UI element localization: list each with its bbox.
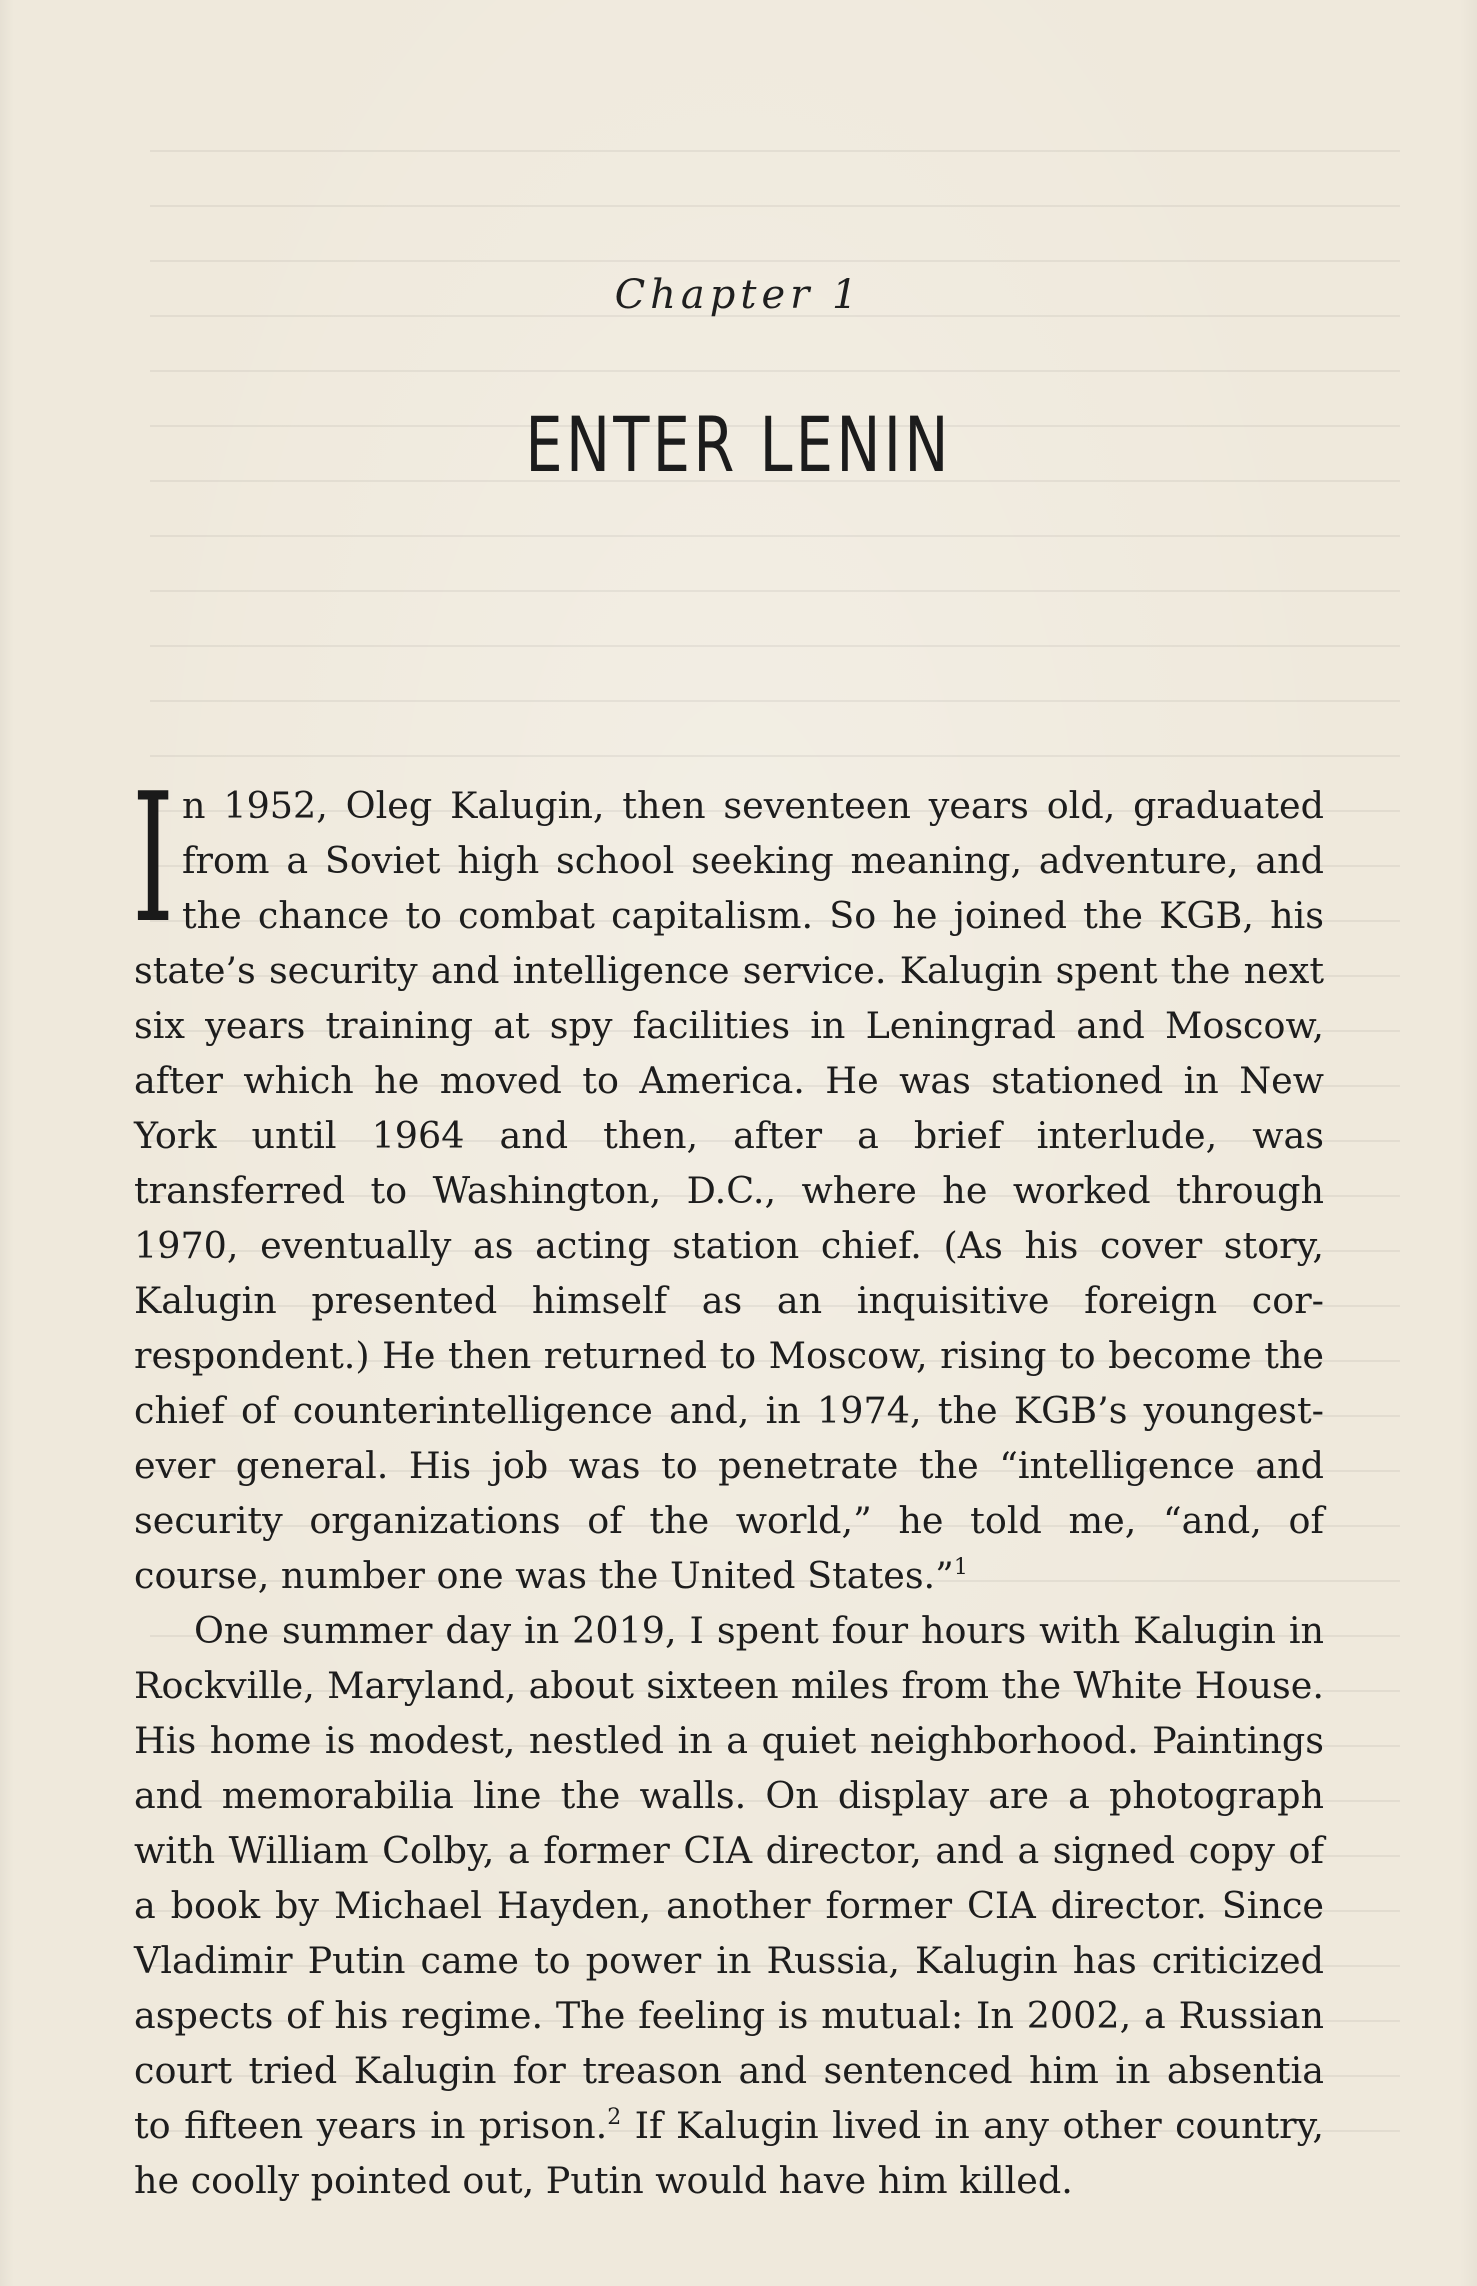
- chapter-title: ENTER LENIN: [525, 400, 952, 489]
- footnote-ref-1: 1: [953, 1555, 968, 1580]
- chapter-label: Chapter 1: [614, 272, 863, 318]
- paragraph-1-text: n 1952, Oleg Kalugin, then seventeen years old, graduated from a Soviet high school seeking meaning, adventure, and the chance to combat capitalism. So he joined the KGB, his state’s security and intelligence service. Kalugin spent the next six years training at spy facilities in Leningrad and Moscow, after which he moved to America. He was stationed in New York until 1964 and then, after a brief interlude, was transferred to Washington, D.C., where he worked through 1970, eventually as acting station chief. (As his cover story, Kalugin presented himself as an inquisitive foreign correspondent.) He then returned to Moscow, rising to become the chief of counterintelligence and, in 1974, the KGB’s youngest-ever general. His job was to penetrate the “intelligence and security organizations of the world,” he told me, “and, of course, number one was the United States.”: [134, 784, 1324, 1597]
- paragraph-2-text-a: One summer day in 2019, I spent four hours with Kalugin in Rockville, Maryland, about sixteen miles from the White House. His home is modest, nestled in a quiet neighborhood. Paintings and memorabilia line the walls. On display are a photograph with William Colby, a former CIA director, and a signed copy of a book by Michael Hayden, another former CIA director. Since Vladimir Putin came to power in Russia, Kalugin has criticized aspects of his regime. The feeling is mutual: In 2002, a Russian court tried Kalugin for treason and sentenced him in absentia to fifteen years in prison.: [134, 1609, 1324, 2147]
- paragraph-2: [134, 1603, 1324, 2208]
- chapter-body: [132, 755, 1324, 2208]
- paragraph-2-text-b: If Kalugin lived in any other country, he coolly pointed out, Putin would have him killed.: [134, 2104, 1324, 2202]
- paragraph-1: [132, 755, 1324, 1603]
- drop-cap: I: [132, 755, 175, 962]
- footnote-ref-2: 2: [607, 2105, 622, 2130]
